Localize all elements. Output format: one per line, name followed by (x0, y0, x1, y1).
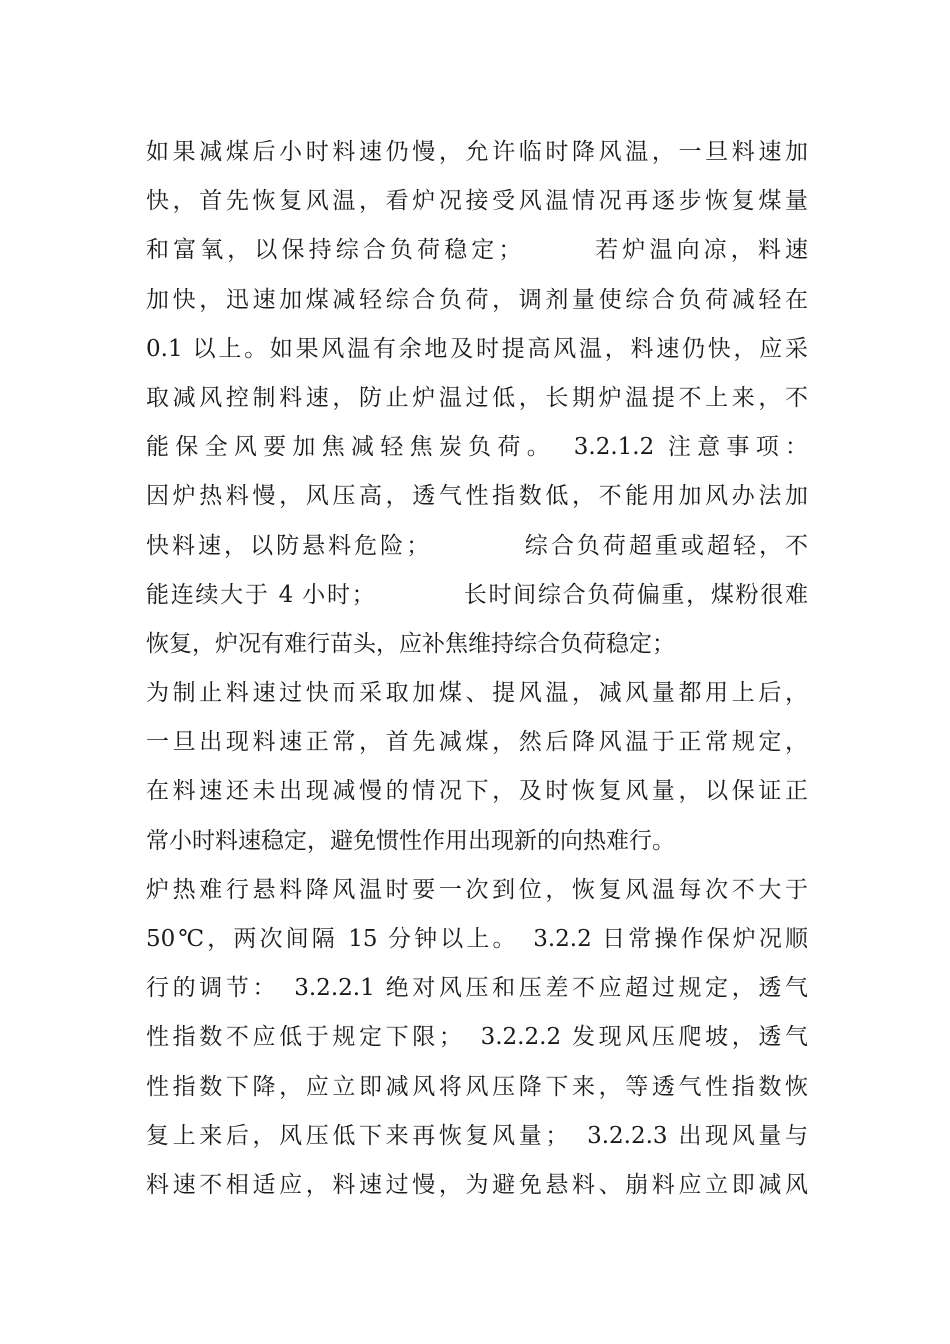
text-line: 如果减煤后小时料速仍慢，允许临时降风温，一旦料速加 (146, 139, 808, 165)
text-line: 行的调节： 3.2.2.1 绝对风压和压差不应超过规定，透气 (146, 975, 808, 1002)
text-line: 能连续大于 4 小时； 长时间综合负荷偏重，煤粉很难 (146, 581, 808, 608)
text-line: 常小时料速稳定，避免惯性作用出现新的向热难行。 (146, 827, 675, 854)
text-line: 加快，迅速加煤减轻综合负荷，调剂量使综合负荷减轻在 (146, 286, 808, 313)
text-line: 因炉热料慢，风压高，透气性指数低，不能用加风办法加 (146, 483, 808, 510)
text-line: 快料速，以防悬料危险； 综合负荷超重或超轻，不 (146, 532, 808, 559)
text-line: 性指数不应低于规定下限； 3.2.2.2 发现风压爬坡，透气 (146, 1024, 808, 1051)
text-line: 一旦出现料速正常，首先减煤，然后降风温于正常规定， (146, 729, 808, 756)
text-line: 在料速还未出现减慢的情况下，及时恢复风量，以保证正 (146, 778, 808, 805)
text-line: 恢复，炉况有难行苗头，应补焦维持综合负荷稳定； (146, 630, 675, 657)
text-line: 复上来后，风压低下来再恢复风量； 3.2.2.3 出现风量与 (146, 1122, 808, 1149)
text-line: 50℃，两次间隔 15 分钟以上。 3.2.2 日常操作保炉况顺 (146, 926, 808, 952)
body-text (146, 128, 808, 1210)
text-line: 性指数下降，应立即减风将风压降下来，等透气性指数恢 (146, 1073, 808, 1100)
text-line: 快，首先恢复风温，看炉况接受风温情况再逐步恢复煤量 (146, 188, 808, 215)
text-line: 炉热难行悬料降风温时要一次到位，恢复风温每次不大于 (146, 876, 808, 903)
text-line: 能保全风要加焦减轻焦炭负荷。 3.2.1.2 注意事项： (146, 434, 808, 461)
text-line: 取减风控制料速，防止炉温过低，长期炉温提不上来，不 (146, 384, 808, 411)
text-line: 为制止料速过快而采取加煤、提风温，减风量都用上后， (146, 680, 808, 707)
text-line: 0.1 以上。如果风温有余地及时提高风温，料速仍快，应采 (146, 335, 808, 362)
text-line: 和富氧，以保持综合负荷稳定； 若炉温向凉，料速 (146, 237, 808, 264)
text-line: 料速不相适应，料速过慢，为避免悬料、崩料应立即减风 (146, 1171, 808, 1198)
